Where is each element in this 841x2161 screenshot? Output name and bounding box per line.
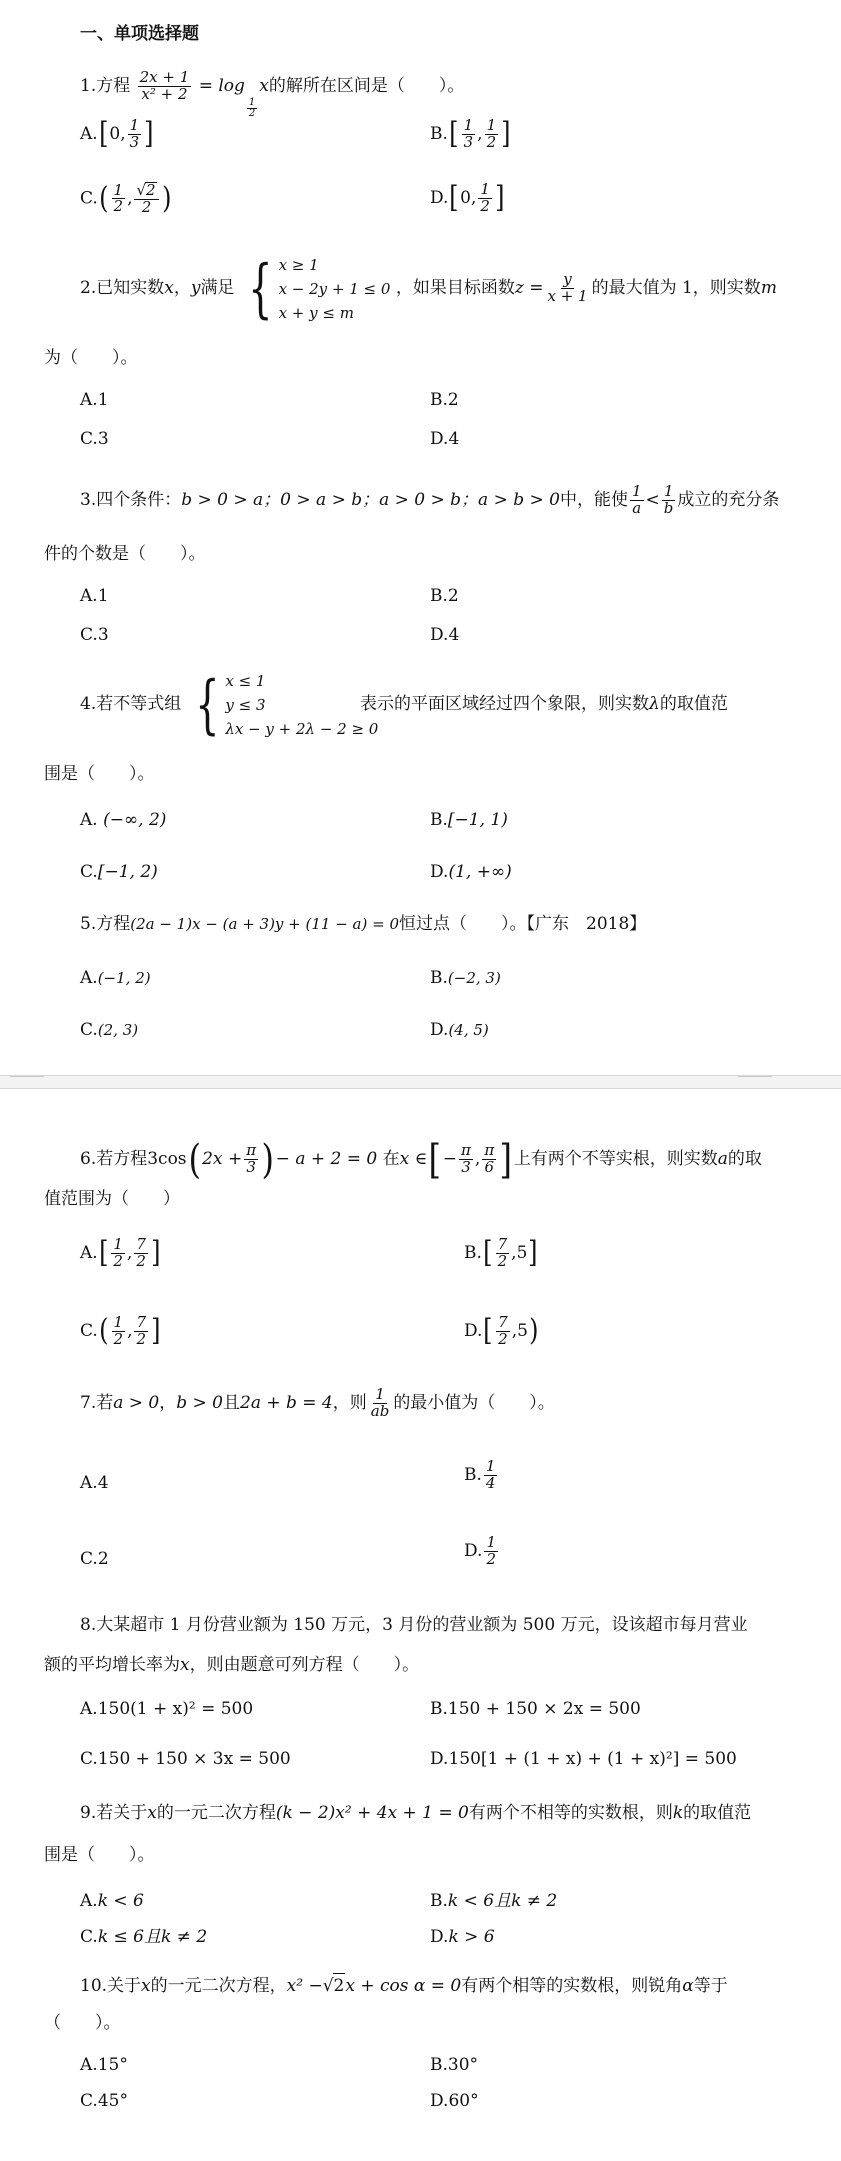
option-d[interactable]: D.(1, +∞) [430, 862, 512, 882]
option-a[interactable]: A.[ $\frac{1}{2}$ , $\frac{7}{2}$ ] [80, 1235, 161, 1271]
question-number: 10. [80, 1976, 108, 1996]
option-d[interactable]: D.[ $\frac{7}{2}$ ,5) [464, 1313, 539, 1349]
question-2-stem: 2.已知实数x，y满足 { x ≥ 1 x − 2y + 1 ≤ 0 x + y ≤ m ，如果目标函数z = $\frac{y}{x + 1}$ 的最大值为 1，则实数m [80, 251, 777, 326]
option-c[interactable]: C.2 [80, 1549, 109, 1569]
option-c[interactable]: C.3 [80, 429, 109, 449]
option-d[interactable]: D.4 [430, 625, 460, 645]
question-10-stem: 10.关于x的一元二次方程，x² −√2x + cos α = 0有两个相等的实数根，则锐角α等于 [80, 1973, 728, 1998]
option-b[interactable]: B.2 [430, 586, 459, 606]
option-c[interactable]: C.(2, 3) [80, 1020, 139, 1040]
question-6-stem: 6.若方程3cos(2x + $\frac{\pi}{3}$ )− a + 2 = 0 在x ∈[− $\frac{\pi}{3}$ , $\frac{\pi}{6}$ ]上有两个不等实根，则实数a的取 [80, 1136, 762, 1183]
question-number: 5. [80, 914, 97, 934]
option-c[interactable]: C.k ≤ 6且k ≠ 2 [80, 1927, 208, 1947]
question-number: 4. [80, 694, 97, 714]
question-number: 8. [80, 1615, 97, 1635]
option-d[interactable]: D.150[1 + (1 + x) + (1 + x)²] = 500 [430, 1749, 737, 1769]
question-2-stem-cont: 为（ ）。 [44, 348, 138, 368]
option-d[interactable]: D.(4, 5) [430, 1020, 489, 1040]
option-b[interactable]: B.2 [430, 390, 459, 410]
question-number: 9. [80, 1803, 97, 1823]
log-base: $\frac{1}{2}$ [248, 96, 256, 120]
page-break-mark [10, 1076, 44, 1090]
question-number: 2. [80, 278, 97, 298]
option-a[interactable]: A.[0, $\frac{1}{3}$ ] [80, 116, 154, 152]
option-a[interactable]: A.1 [80, 390, 109, 410]
question-5-stem: 5.方程(2a − 1)x − (a + 3)y + (11 − a) = 0恒过点（ ）。【广东 2018】 [80, 914, 647, 934]
constraint-system: { x ≥ 1 x − 2y + 1 ≤ 0 x + y ≤ m [247, 251, 391, 326]
option-b[interactable]: B.(−2, 3) [430, 968, 501, 988]
option-a[interactable]: A.150(1 + x)² = 500 [80, 1699, 254, 1719]
option-d[interactable]: D.k > 6 [430, 1927, 495, 1947]
option-b[interactable]: B.150 + 150 × 2x = 500 [430, 1699, 641, 1719]
question-number: 6. [80, 1149, 97, 1169]
document-page-2 [0, 1089, 841, 2161]
option-c[interactable]: C.45° [80, 2091, 128, 2111]
section-heading: 一、单项选择题 [80, 24, 199, 44]
option-b[interactable]: B.30° [430, 2055, 479, 2075]
option-a[interactable]: A.4 [80, 1473, 109, 1493]
question-number: 1. [80, 75, 97, 96]
question-4-stem: 4.若不等式组 { x ≤ 1 y ≤ 3 λx − y + 2λ − 2 ≥ 0 表示的平面区域经过四个象限，则实数λ的取值范 [80, 667, 728, 742]
option-b[interactable]: B.k < 6且k ≠ 2 [430, 1891, 558, 1911]
question-10-stem-cont: （ ）。 [44, 2013, 121, 2033]
question-4-stem-cont: 围是（ ）。 [44, 764, 155, 784]
option-d[interactable]: D.4 [430, 429, 460, 449]
option-d[interactable]: D.[0, $\frac{1}{2}$ ] [430, 180, 505, 216]
constraint-system: { x ≤ 1 y ≤ 3 λx − y + 2λ − 2 ≥ 0 [194, 667, 379, 742]
option-a[interactable]: A.k < 6 [80, 1891, 144, 1911]
question-3-stem: 3.四个条件：b > 0 > a；0 > a > b；a > 0 > b；a > b > 0中，能使 $\frac{1}{a}$ < $\frac{1}{b}$ 成立的充分条 [80, 482, 780, 517]
option-b[interactable]: B. $\frac{1}{4}$ [464, 1457, 496, 1492]
question-number: 7. [80, 1392, 97, 1413]
question-3-stem-cont: 件的个数是（ ）。 [44, 544, 206, 564]
option-a[interactable]: A.15° [80, 2055, 128, 2075]
option-c[interactable]: C.[−1, 2) [80, 862, 158, 882]
question-9-stem-cont: 围是（ ）。 [44, 1845, 155, 1865]
question-1-stem: 1.方程 $\frac{2x + 1}{\text{x² + 2}}$ = log $\frac{1}{2}$ x的解所在区间是（ ）。 [80, 68, 465, 120]
option-a[interactable]: A. (−∞, 2) [80, 810, 167, 830]
option-c[interactable]: C.150 + 150 × 3x = 500 [80, 1749, 291, 1769]
document-page-1 [0, 0, 841, 1075]
option-a[interactable]: A.(−1, 2) [80, 968, 151, 988]
page-break-mark [738, 1076, 772, 1090]
question-9-stem: 9.若关于x的一元二次方程(k − 2)x² + 4x + 1 = 0有两个不相等的实数根，则k的取值范 [80, 1803, 752, 1823]
option-c[interactable]: C.( $\frac{1}{2}$ , $\frac{7}{2}$ ] [80, 1313, 161, 1349]
question-7-stem: 7.若a > 0，b > 0且2a + b = 4，则 $\frac{1}{ab}$ 的最小值为（ ）。 [80, 1385, 555, 1420]
option-d[interactable]: D.60° [430, 2091, 479, 2111]
question-8-stem: 8.大某超市 1 月份营业额为 150 万元，3 月份的营业额为 500 万元，设该超市每月营业 [80, 1615, 748, 1635]
option-d[interactable]: D. $\frac{1}{2}$ [464, 1533, 496, 1568]
option-c[interactable]: C.( $\frac{1}{2}$ , $\frac{√2}{2}$ ) [80, 180, 172, 216]
question-number: 3. [80, 489, 97, 510]
option-a[interactable]: A.1 [80, 586, 109, 606]
option-b[interactable]: B.[−1, 1) [430, 810, 508, 830]
fraction: $\frac{2x + 1}{\text{x² + 2}}$ [139, 68, 190, 103]
question-8-stem-cont: 额的平均增长率为x，则由题意可列方程（ ）。 [44, 1655, 420, 1675]
question-6-stem-cont: 值范围为（ ） [44, 1189, 180, 1209]
option-b[interactable]: B.[ $\frac{1}{3}$ , $\frac{1}{2}$ ] [430, 116, 511, 152]
option-c[interactable]: C.3 [80, 625, 109, 645]
page-separator [0, 1075, 841, 1089]
option-b[interactable]: B.[ $\frac{7}{2}$ ,5] [464, 1235, 538, 1271]
